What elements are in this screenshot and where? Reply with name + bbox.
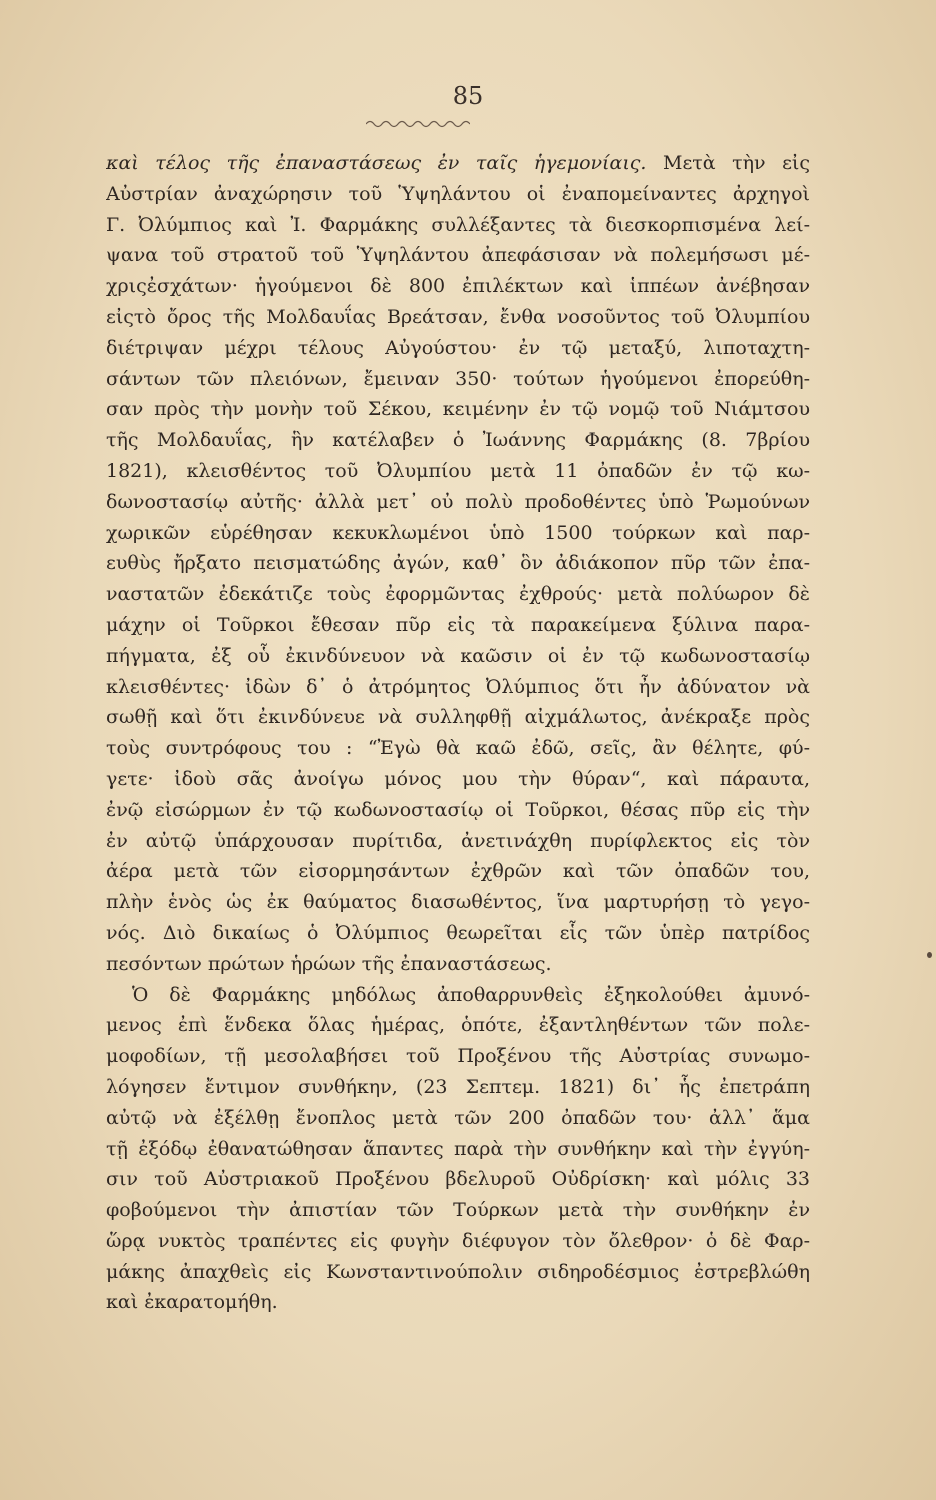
text-line: καὶ ἐκαρατομήθη.: [106, 1291, 278, 1314]
body-text: [106, 148, 810, 1318]
text-line: εἰςτὸ ὄρος τῆς Μολδαυΐας Βρεάτσαν, ἔνθα νοσοῦντος τοῦ Ὀλυμπίου: [106, 305, 810, 328]
text-line: ναστατῶν ἐδεκάτιζε τοὺς ἐφορμῶντας ἐχθρούς· μετὰ πολύωρον δὲ: [106, 583, 810, 606]
text-line: πήγματα, ἐξ οὗ ἐκινδύνευον νὰ καῶσιν οἱ ἐν τῷ κωδωνοστασίῳ: [106, 644, 810, 667]
text-line: ἐν αὐτῷ ὑπάρχουσαν πυρίτιδα, ἀνετινάχθη πυρίφλεκτος εἰς τὸν: [106, 829, 810, 852]
text-line: πεσόντων πρώτων ἡρώων τῆς ἐπαναστάσεως.: [106, 952, 552, 975]
text-line: μάχην οἱ Τοῦρκοι ἔθεσαν πῦρ εἰς τὰ παρακείμενα ξύλινα παρα-: [106, 613, 810, 636]
text-line: σάντων τῶν πλειόνων, ἔμειναν 350· τούτων ἡγούμενοι ἐπορεύθη-: [106, 367, 810, 390]
text-line: τῆς Μολδαυΐας, ἣν κατέλαβεν ὁ Ἰωάννης Φαρμάκης (8. 7βρίου: [106, 429, 810, 452]
text-line: σιν τοῦ Αὐστριακοῦ Προξένου βδελυροῦ Οὐδρίσκη· καὶ μόλις 33: [106, 1168, 810, 1191]
text-line: ὥρᾳ νυκτὸς τραπέντες εἰς φυγὴν διέφυγον τὸν ὄλεθρον· ὁ δὲ Φαρ-: [106, 1229, 810, 1252]
text-line: κλεισθέντες· ἰδὼν δ᾽ ὁ ἀτρόμητος Ὀλύμπιος ὅτι ἦν ἀδύνατον νὰ: [106, 675, 810, 698]
text-line: χωρικῶν εὑρέθησαν κεκυκλωμένοι ὑπὸ 1500 τούρκων καὶ παρ-: [106, 521, 810, 544]
text-line: μοφοδίων, τῇ μεσολαβήσει τοῦ Προξένου τῆς Αὐστρίας συνωμο-: [106, 1045, 810, 1068]
text-line: αὐτῷ νὰ ἐξέλθῃ ἔνοπλος μετὰ τῶν 200 ὀπαδῶν του· ἀλλ᾽ ἅμα: [106, 1106, 810, 1129]
ink-speck: [927, 952, 932, 958]
text-line: ψανα τοῦ στρατοῦ τοῦ Ὑψηλάντου ἀπεφάσισαν νὰ πολεμήσωσι μέ-: [106, 244, 810, 267]
text-line: ευθὺς ἤρξατο πεισματώδης ἀγών, καθ᾽ ὃν ἀδιάκοπον πῦρ τῶν ἐπα-: [106, 552, 810, 575]
text-line: Ὁ δὲ Φαρμάκης μηδόλως ἀποθαρρυνθεὶς ἐξηκολούθει ἀμυνό-: [132, 983, 810, 1006]
text-line: πλὴν ἑνὸς ὡς ἐκ θαύματος διασωθέντος, ἵνα μαρτυρήσῃ τὸ γεγο-: [106, 891, 810, 914]
text-line: διέτριψαν μέχρι τέλους Αὐγούστου· ἐν τῷ μεταξύ, λιποταχτη-: [106, 336, 810, 359]
text-line: σαν πρὸς τὴν μονὴν τοῦ Σέκου, κειμένην ἐν τῷ νομῷ τοῦ Νιάμτσου: [106, 398, 810, 421]
line-rest: Μετὰ τὴν εἰς: [646, 152, 810, 174]
text-line: σωθῇ καὶ ὅτι ἐκινδύνευε νὰ συλληφθῇ αἰχμάλωτος, ἀνέκραξε πρὸς: [106, 706, 810, 729]
text-line: γετε· ἰδοὺ σᾶς ἀνοίγω μόνος μου τὴν θύραν“, καὶ πάραυτα,: [106, 767, 810, 790]
text-line: φοβούμενοι τὴν ἀπιστίαν τῶν Τούρκων μετὰ τὴν συνθήκην ἐν: [106, 1199, 810, 1222]
wavy-rule-ornament: [366, 118, 470, 130]
text-line: μενος ἐπὶ ἕνδεκα ὅλας ἡμέρας, ὁπότε, ἐξαντληθέντων τῶν πολε-: [106, 1014, 810, 1037]
text-line: δωνοστασίῳ αὐτῆς· ἀλλὰ μετ᾽ οὐ πολὺ προδοθέντες ὑπὸ Ῥωμούνων: [106, 490, 810, 513]
text-line: ἀέρα μετὰ τῶν εἰσορμησάντων ἐχθρῶν καὶ τῶν ὀπαδῶν του,: [106, 860, 810, 883]
text-line: ἐνῷ εἰσώρμων ἐν τῷ κωδωνοστασίῳ οἱ Τοῦρκοι, θέσας πῦρ εἰς τὴν: [106, 798, 810, 821]
italic-phrase: καὶ τέλος τῆς ἐπαναστάσεως ἐν ταῖς ἡγεμονίαις.: [106, 152, 647, 174]
text-line: νός. Διὸ δικαίως ὁ Ὀλύμπιος θεωρεῖται εἷς τῶν ὑπὲρ πατρίδος: [106, 921, 810, 944]
text-line: μάκης ἀπαχθεὶς εἰς Κωνσταντινούπολιν σιδηροδέσμιος ἐστρεβλώθη: [106, 1260, 810, 1283]
text-line: χριςἐσχάτων· ἡγούμενοι δὲ 800 ἐπιλέκτων καὶ ἱππέων ἀνέβησαν: [106, 275, 810, 298]
page-number: 85: [452, 82, 484, 110]
text-line: Αὐστρίαν ἀναχώρησιν τοῦ Ὑψηλάντου οἱ ἐναπομείναντες ἀρχηγοὶ: [106, 182, 810, 205]
text-line: τοὺς συντρόφους του : “Ἐγὼ θὰ καῶ ἐδῶ, σεῖς, ἂν θέλητε, φύ-: [106, 737, 810, 760]
text-line: λόγησεν ἔντιμον συνθήκην, (23 Σεπτεμ. 1821) δι᾽ ἧς ἐπετράπη: [106, 1075, 810, 1098]
text-line: 1821), κλεισθέντος τοῦ Ὀλυμπίου μετὰ 11 ὀπαδῶν ἐν τῷ κω-: [106, 459, 810, 482]
text-line: [106, 148, 810, 179]
text-line: τῇ ἐξόδῳ ἐθανατώθησαν ἅπαντες παρὰ τὴν συνθήκην καὶ τὴν ἐγγύη-: [106, 1137, 810, 1160]
text-line: Γ. Ὀλύμπιος καὶ Ἰ. Φαρμάκης συλλέξαντες τὰ διεσκορπισμένα λεί-: [106, 213, 810, 236]
